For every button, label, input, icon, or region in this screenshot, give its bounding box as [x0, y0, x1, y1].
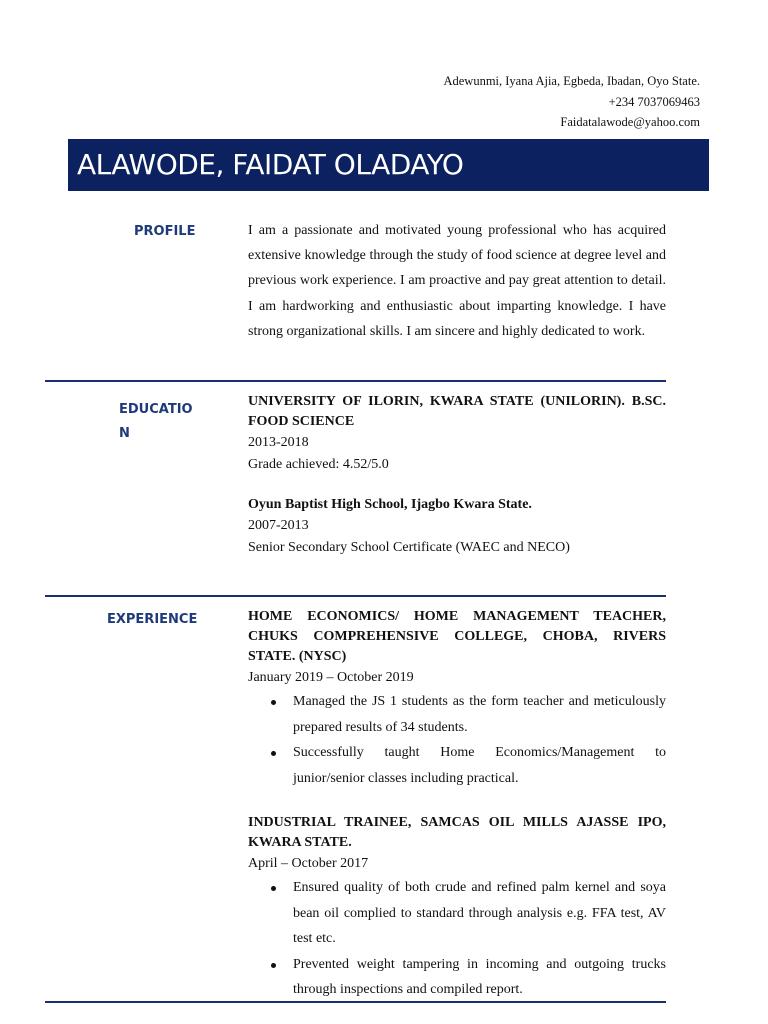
education-years: 2013-2018	[248, 435, 309, 450]
section-divider	[45, 380, 666, 382]
bullet-item	[248, 740, 666, 791]
experience-title: HOME ECONOMICS/ HOME MANAGEMENT TEACHER, CHUKS COMPREHENSIVE COLLEGE, CHOBA, RIVERS STATE. (NYSC)	[248, 609, 666, 664]
education-detail: Senior Secondary School Certificate (WAEC and NECO)	[248, 540, 570, 555]
education-entry	[248, 495, 666, 559]
experience-bullets	[248, 689, 666, 791]
bullet-item	[248, 875, 666, 952]
education-institution: Oyun Baptist High School, Ijagbo Kwara State.	[248, 497, 532, 512]
profile-text: I am a passionate and motivated young professional who has acquired extensive knowledge through the study of food science at degree level and previous work experience. I am proactive and pay great attention to detail. I am hardworking and enthusiastic about imparting knowledge. I have strong organizational skills. I am sincere and highly dedicated to work.	[248, 223, 666, 339]
name-banner	[68, 139, 709, 191]
education-label	[119, 398, 193, 446]
bullet-text: Managed the JS 1 students as the form teacher and meticulously prepared results of 34 students.	[293, 694, 666, 735]
bullet-item	[248, 952, 666, 1003]
bullet-text: Successfully taught Home Economics/Management to junior/senior classes including practical.	[293, 745, 666, 786]
experience-content	[248, 607, 666, 1003]
experience-bullets	[248, 875, 666, 1003]
education-label-line2: N	[119, 426, 130, 441]
education-institution: UNIVERSITY OF ILORIN, KWARA STATE (UNILORIN). B.SC. FOOD SCIENCE	[248, 394, 666, 429]
bullet-item	[248, 689, 666, 740]
education-content	[248, 392, 666, 559]
contact-phone: +234 7037069463	[608, 94, 700, 109]
bullet-dot-icon	[271, 751, 276, 756]
bullet-dot-icon	[271, 700, 276, 705]
bullet-dot-icon	[271, 886, 276, 891]
experience-dates: April – October 2017	[248, 856, 369, 871]
contact-address: Adewunmi, Iyana Ajia, Egbeda, Ibadan, Oyo State.	[443, 74, 700, 88]
bullet-text: Ensured quality of both crude and refined palm kernel and soya bean oil complied to standard through analysis e.g. FFA test, AV test etc.	[293, 880, 666, 946]
contact-block	[443, 71, 700, 133]
experience-title: INDUSTRIAL TRAINEE, SAMCAS OIL MILLS AJASSE IPO, KWARA STATE.	[248, 815, 666, 850]
education-years: 2007-2013	[248, 518, 309, 533]
experience-dates: January 2019 – October 2019	[248, 670, 414, 685]
bullet-dot-icon	[271, 963, 276, 968]
experience-label: EXPERIENCE	[107, 612, 198, 627]
education-entry	[248, 392, 666, 476]
experience-entry	[248, 607, 666, 791]
section-divider	[45, 1001, 666, 1003]
contact-email: Faidatalawode@yahoo.com	[560, 115, 700, 129]
section-divider	[45, 595, 666, 597]
candidate-name: ALAWODE, FAIDAT OLADAYO	[77, 148, 464, 181]
education-detail: Grade achieved: 4.52/5.0	[248, 457, 389, 472]
education-label-line1: EDUCATIO	[119, 402, 193, 417]
experience-entry	[248, 813, 666, 1003]
profile-label: PROFILE	[134, 224, 196, 239]
bullet-text: Prevented weight tampering in incoming and outgoing trucks through inspections and compiled report.	[293, 956, 666, 997]
